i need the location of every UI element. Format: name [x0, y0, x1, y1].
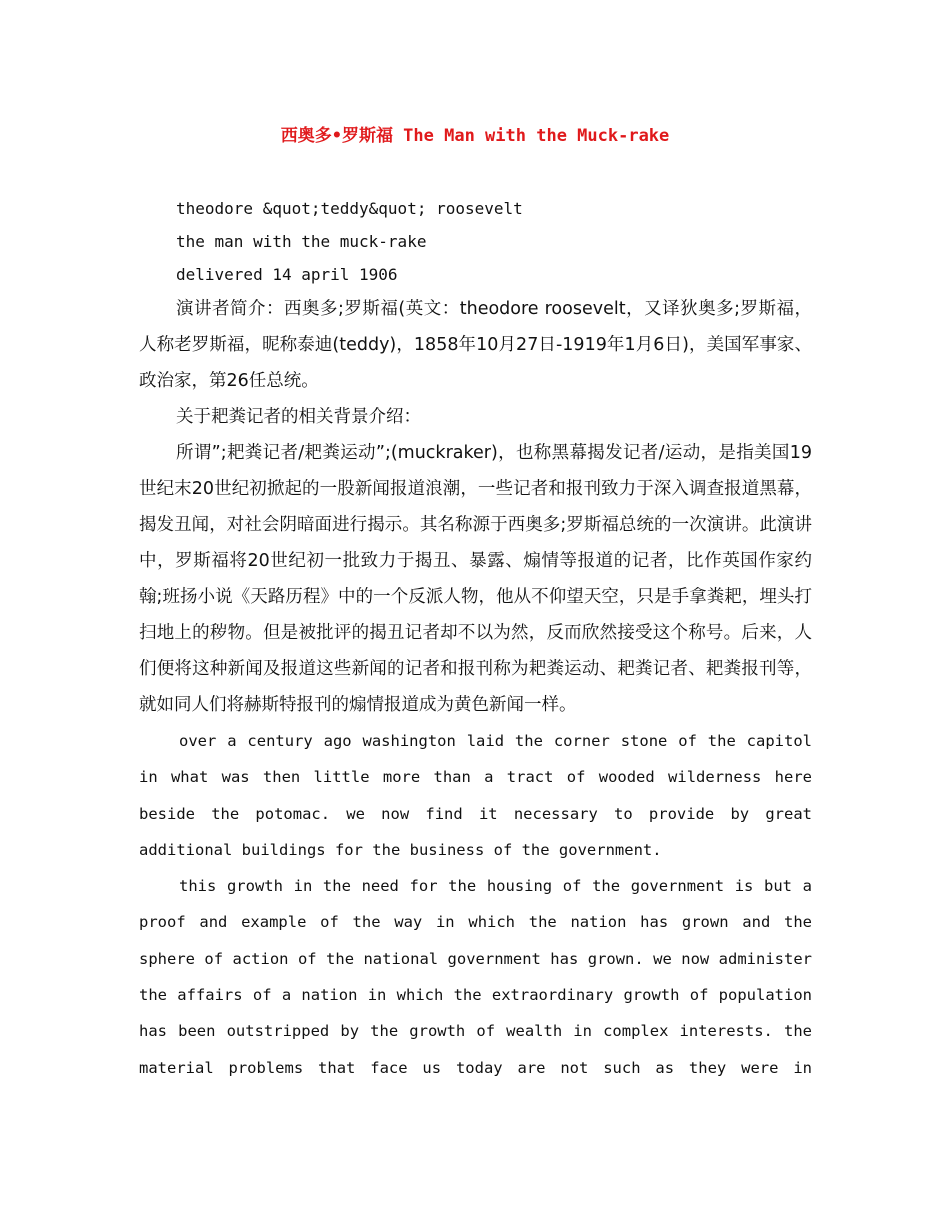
speech-line: in what was then little more than a tract of wooded wilderness here	[139, 768, 812, 787]
speech-paragraph-2	[139, 868, 812, 1086]
speech-line: has been outstripped by the growth of wealth in complex interests. the	[139, 1022, 812, 1041]
speech-paragraph-1	[139, 723, 812, 868]
speech-line: over a century ago washington laid the corner stone of the capitol	[179, 732, 812, 750]
speech-line: additional buildings for the business of the government.	[139, 840, 662, 859]
speech-title-line: the man with the muck-rake	[176, 232, 427, 251]
speaker-intro-paragraph: 演讲者简介：西奥多;罗斯福(英文：theodore roosevelt，又译狄奥多;罗斯福，人称老罗斯福，昵称泰迪(teddy)，1858年10月27日-1919年1月6日)，美国军事家、政治家，第26任总统。	[139, 299, 812, 391]
document-title: 西奥多•罗斯福 The Man with the Muck-rake	[280, 126, 670, 146]
speech-line: proof and example of the way in which the nation has grown and the	[139, 913, 812, 932]
speaker-name-line: theodore &quot;teddy&quot; roosevelt	[176, 199, 523, 218]
background-paragraph: 所谓”;耙粪记者/耙粪运动”;(muckraker)，也称黑幕揭发记者/运动，是指美国19世纪末20世纪初掀起的一股新闻报道浪潮，一些记者和报刊致力于深入调查报道黑幕，揭发丑闻，对社会阴暗面进行揭示。其名称源于西奥多;罗斯福总统的一次演讲。此演讲中，罗斯福将20世纪初一批致力于揭丑、暴露、煽情等报道的记者，比作英国作家约翰;班扬小说《天路历程》中的一个反派人物，他从不仰望天空，只是手拿粪耙，埋头打扫地上的秽物。但是被批评的揭丑记者却不以为然，反而欣然接受这个称号。后来，人们便将这种新闻及报道这些新闻的记者和报刊称为耙粪运动、耙粪记者、耙粪报刊等，就如同人们将赫斯特报刊的煽情报道成为黄色新闻一样。	[139, 443, 812, 715]
speech-line: sphere of action of the national government has grown. we now administer	[139, 949, 812, 968]
background-heading: 关于耙粪记者的相关背景介绍：	[176, 407, 421, 427]
speech-line: this growth in the need for the housing of the government is but a	[179, 877, 812, 896]
delivery-date-line: delivered 14 april 1906	[176, 265, 398, 284]
document-body	[139, 192, 812, 1086]
speech-line: beside the potomac. we now find it necessary to provide by great	[139, 804, 812, 823]
speech-line: material problems that face us today are not such as they were in	[139, 1058, 812, 1077]
speech-line: the affairs of a nation in which the extraordinary growth of population	[139, 986, 812, 1005]
